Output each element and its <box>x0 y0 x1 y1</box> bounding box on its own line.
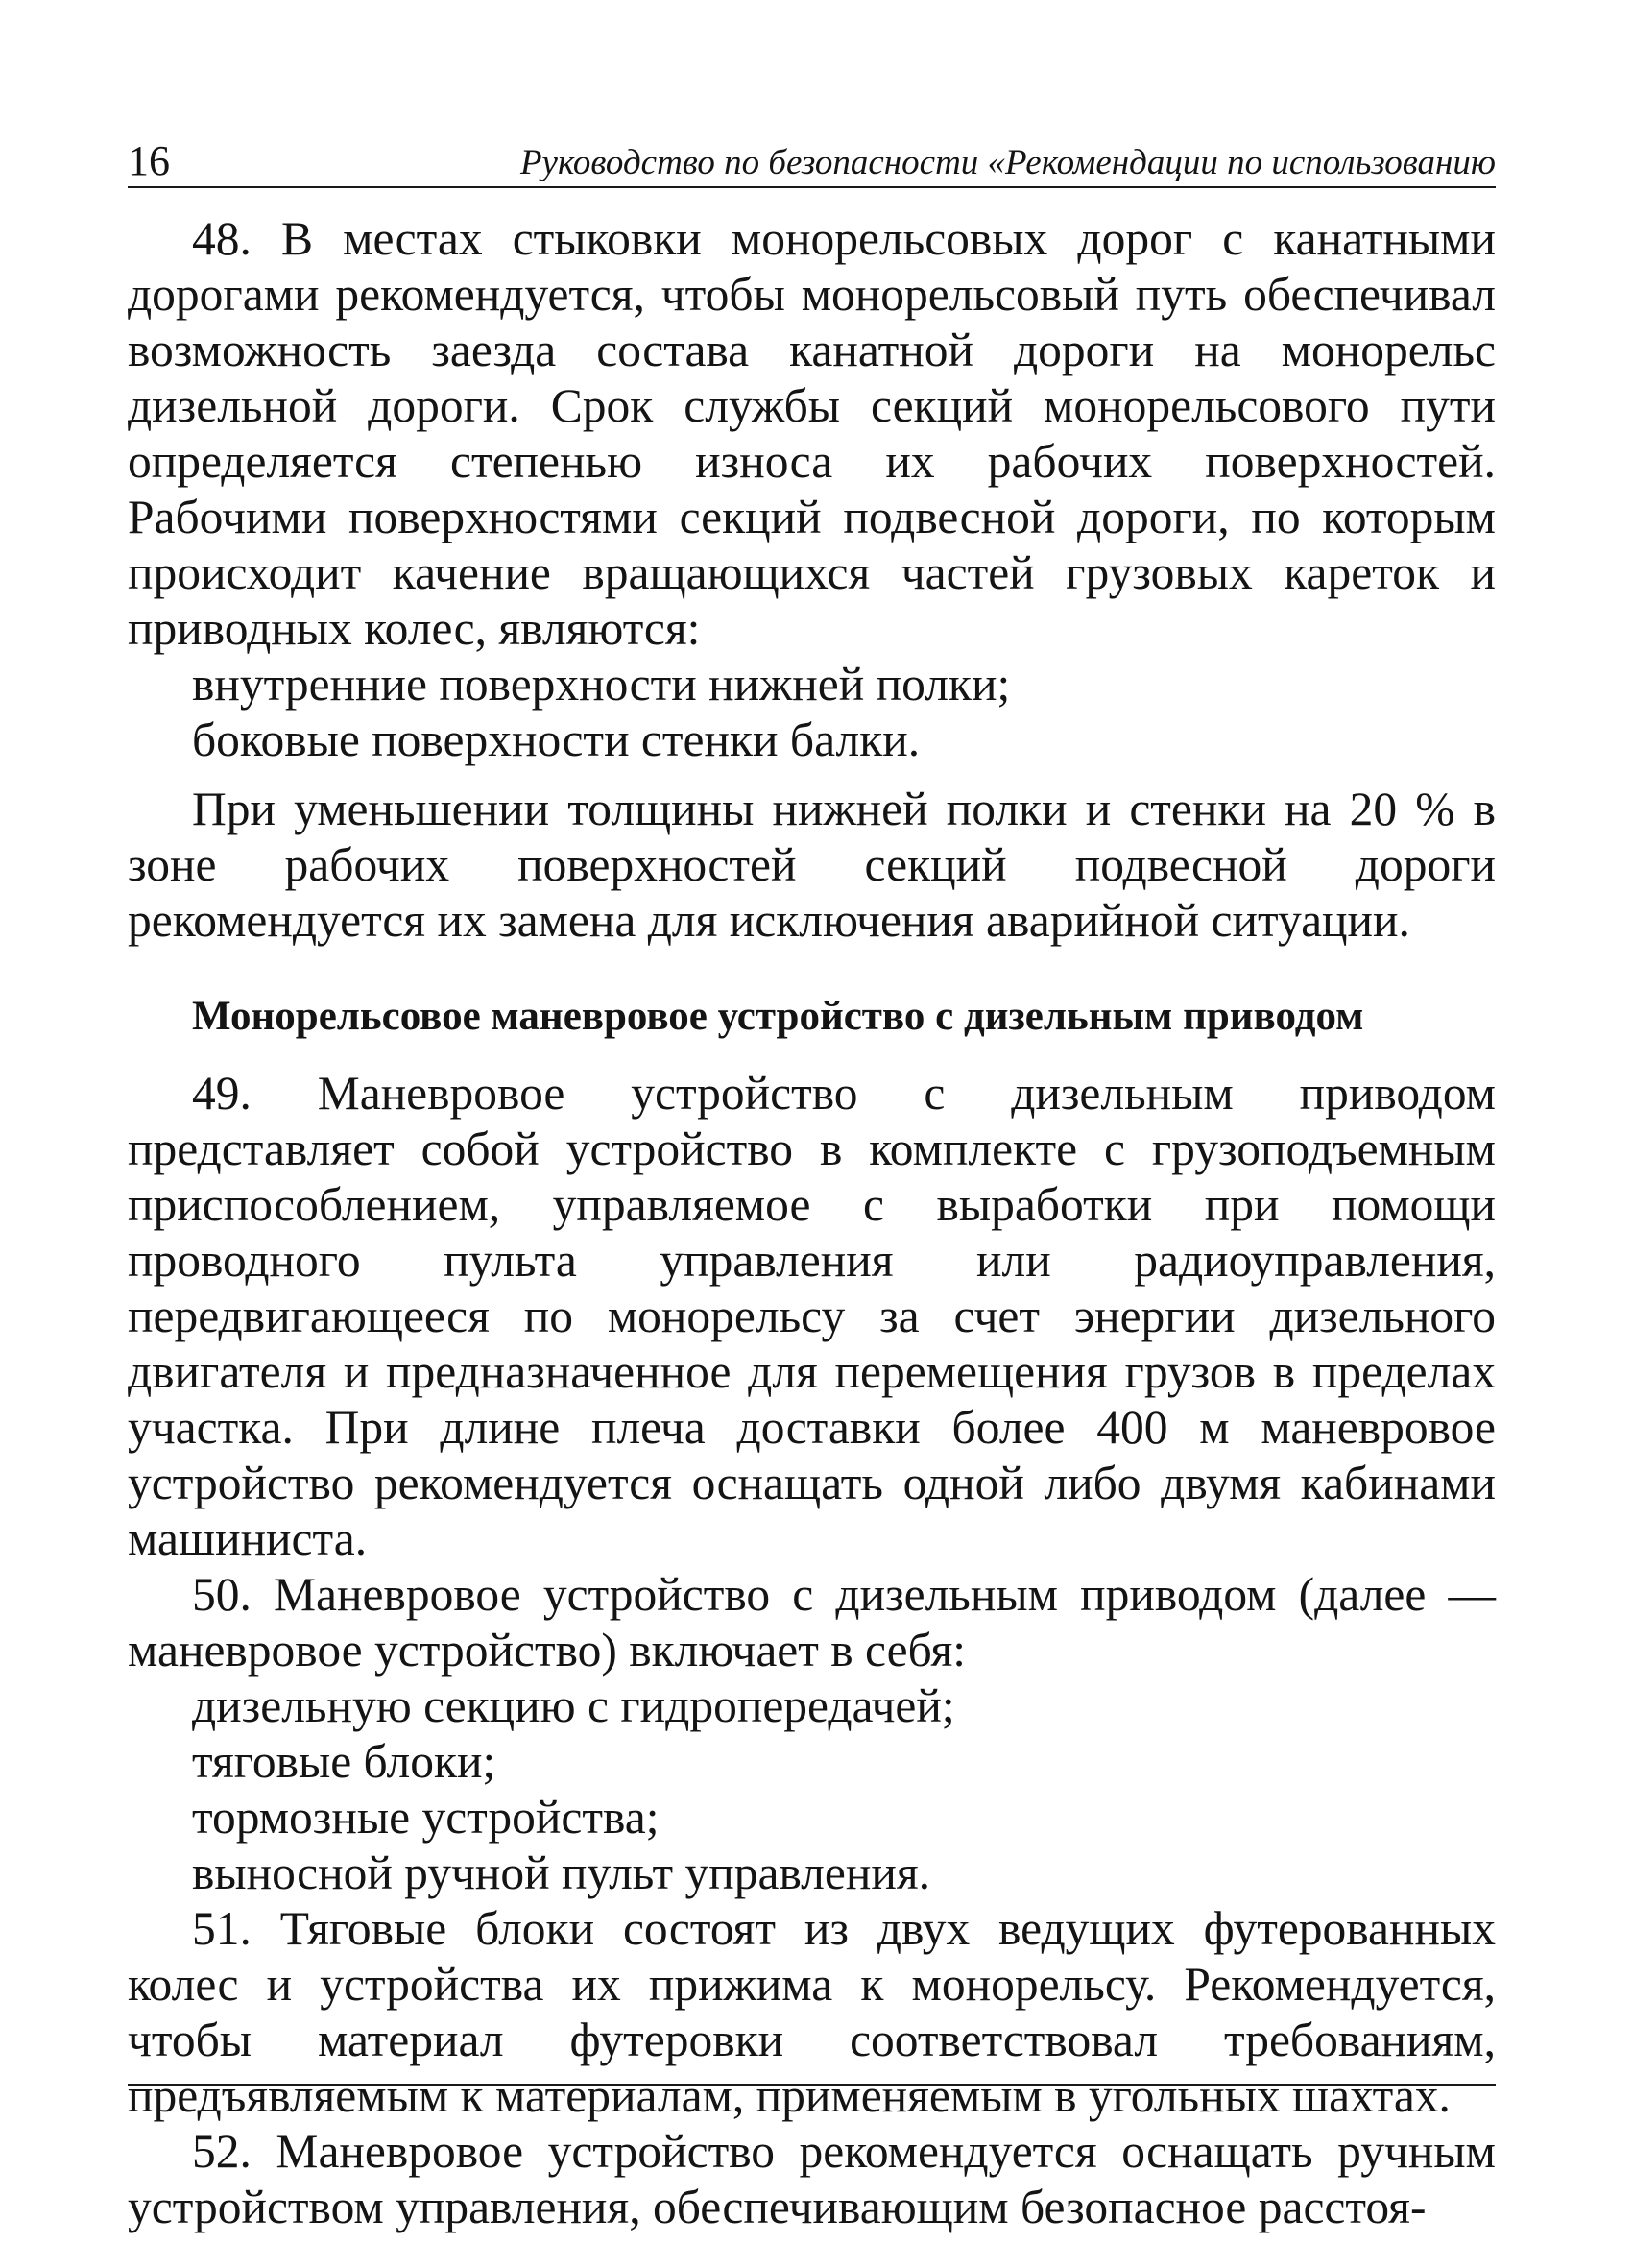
list-item: тяговые блоки; <box>192 1735 496 1788</box>
page-number: 16 <box>128 137 170 184</box>
paragraph-50: 50. Маневровое устройство с дизельным приводом (далее — маневровое устройство) включает в себя: <box>128 1568 1496 1677</box>
section-heading: Монорельсовое маневровое устройство с дизельным приводом <box>192 994 1364 1039</box>
paragraph-48: 48. В местах стыковки монорельсовых дорог с канатными дорогами рекомендуется, чтобы монорельсовый путь обеспечивал возможность заезда состава канатной дороги на монорельс дизельной дороги. Срок службы секций монорельсового пути определяется степенью износа их рабочих поверхностей. Рабочими поверхностями секций подвесной дороги, по которым происходит качение вращающихся частей грузовых кареток и приводных колес, являются: <box>128 212 1496 655</box>
list-item: внутренние поверхности нижней полки; <box>192 658 1011 711</box>
paragraph-48-continuation: При уменьшении толщины нижней полки и стенки на 20 % в зоне рабочих поверхностей секций подвесной дороги рекомендуется их замена для исключения аварийной ситуации. <box>128 783 1496 947</box>
paragraph-52: 52. Маневровое устройство рекомендуется оснащать ручным устройством управления, обеспечивающим безопасное расстоя- <box>128 2125 1496 2233</box>
list-item: тормозные устройства; <box>192 1791 660 1844</box>
bottom-rule <box>128 2084 1496 2086</box>
list-item: боковые поверхности стенки балки. <box>192 713 921 766</box>
paragraph-49: 49. Маневровое устройство с дизельным приводом представляет собой устройство в комплекте с грузоподъемным приспособлением, управляемое с выработки при помощи проводного пульта управления или радиоуправления, передвигающееся по монорельсу за счет энергии дизельного двигателя и предназначенное для перемещения грузов в пределах участка. При длине плеча доставки более 400 м маневровое устройство рекомендуется оснащать одной либо двумя кабинами машиниста. <box>128 1067 1496 1565</box>
running-title: Руководство по безопасности «Рекомендации по использованию <box>519 143 1496 182</box>
document-body <box>128 211 1496 2235</box>
document-page <box>128 127 1496 2235</box>
paragraph-51: 51. Тяговые блоки состоят из двух ведущих футерованных колес и устройства их прижима к монорельсу. Рекомендуется, чтобы материал футеровки соответствовал требованиям, предъявляемым к материалам, применяемым в угольных шахтах. <box>128 1902 1496 2122</box>
list-item: дизельную секцию с гидропередачей; <box>192 1679 955 1732</box>
list-item: выносной ручной пульт управления. <box>192 1846 930 1899</box>
running-header <box>128 127 1496 188</box>
